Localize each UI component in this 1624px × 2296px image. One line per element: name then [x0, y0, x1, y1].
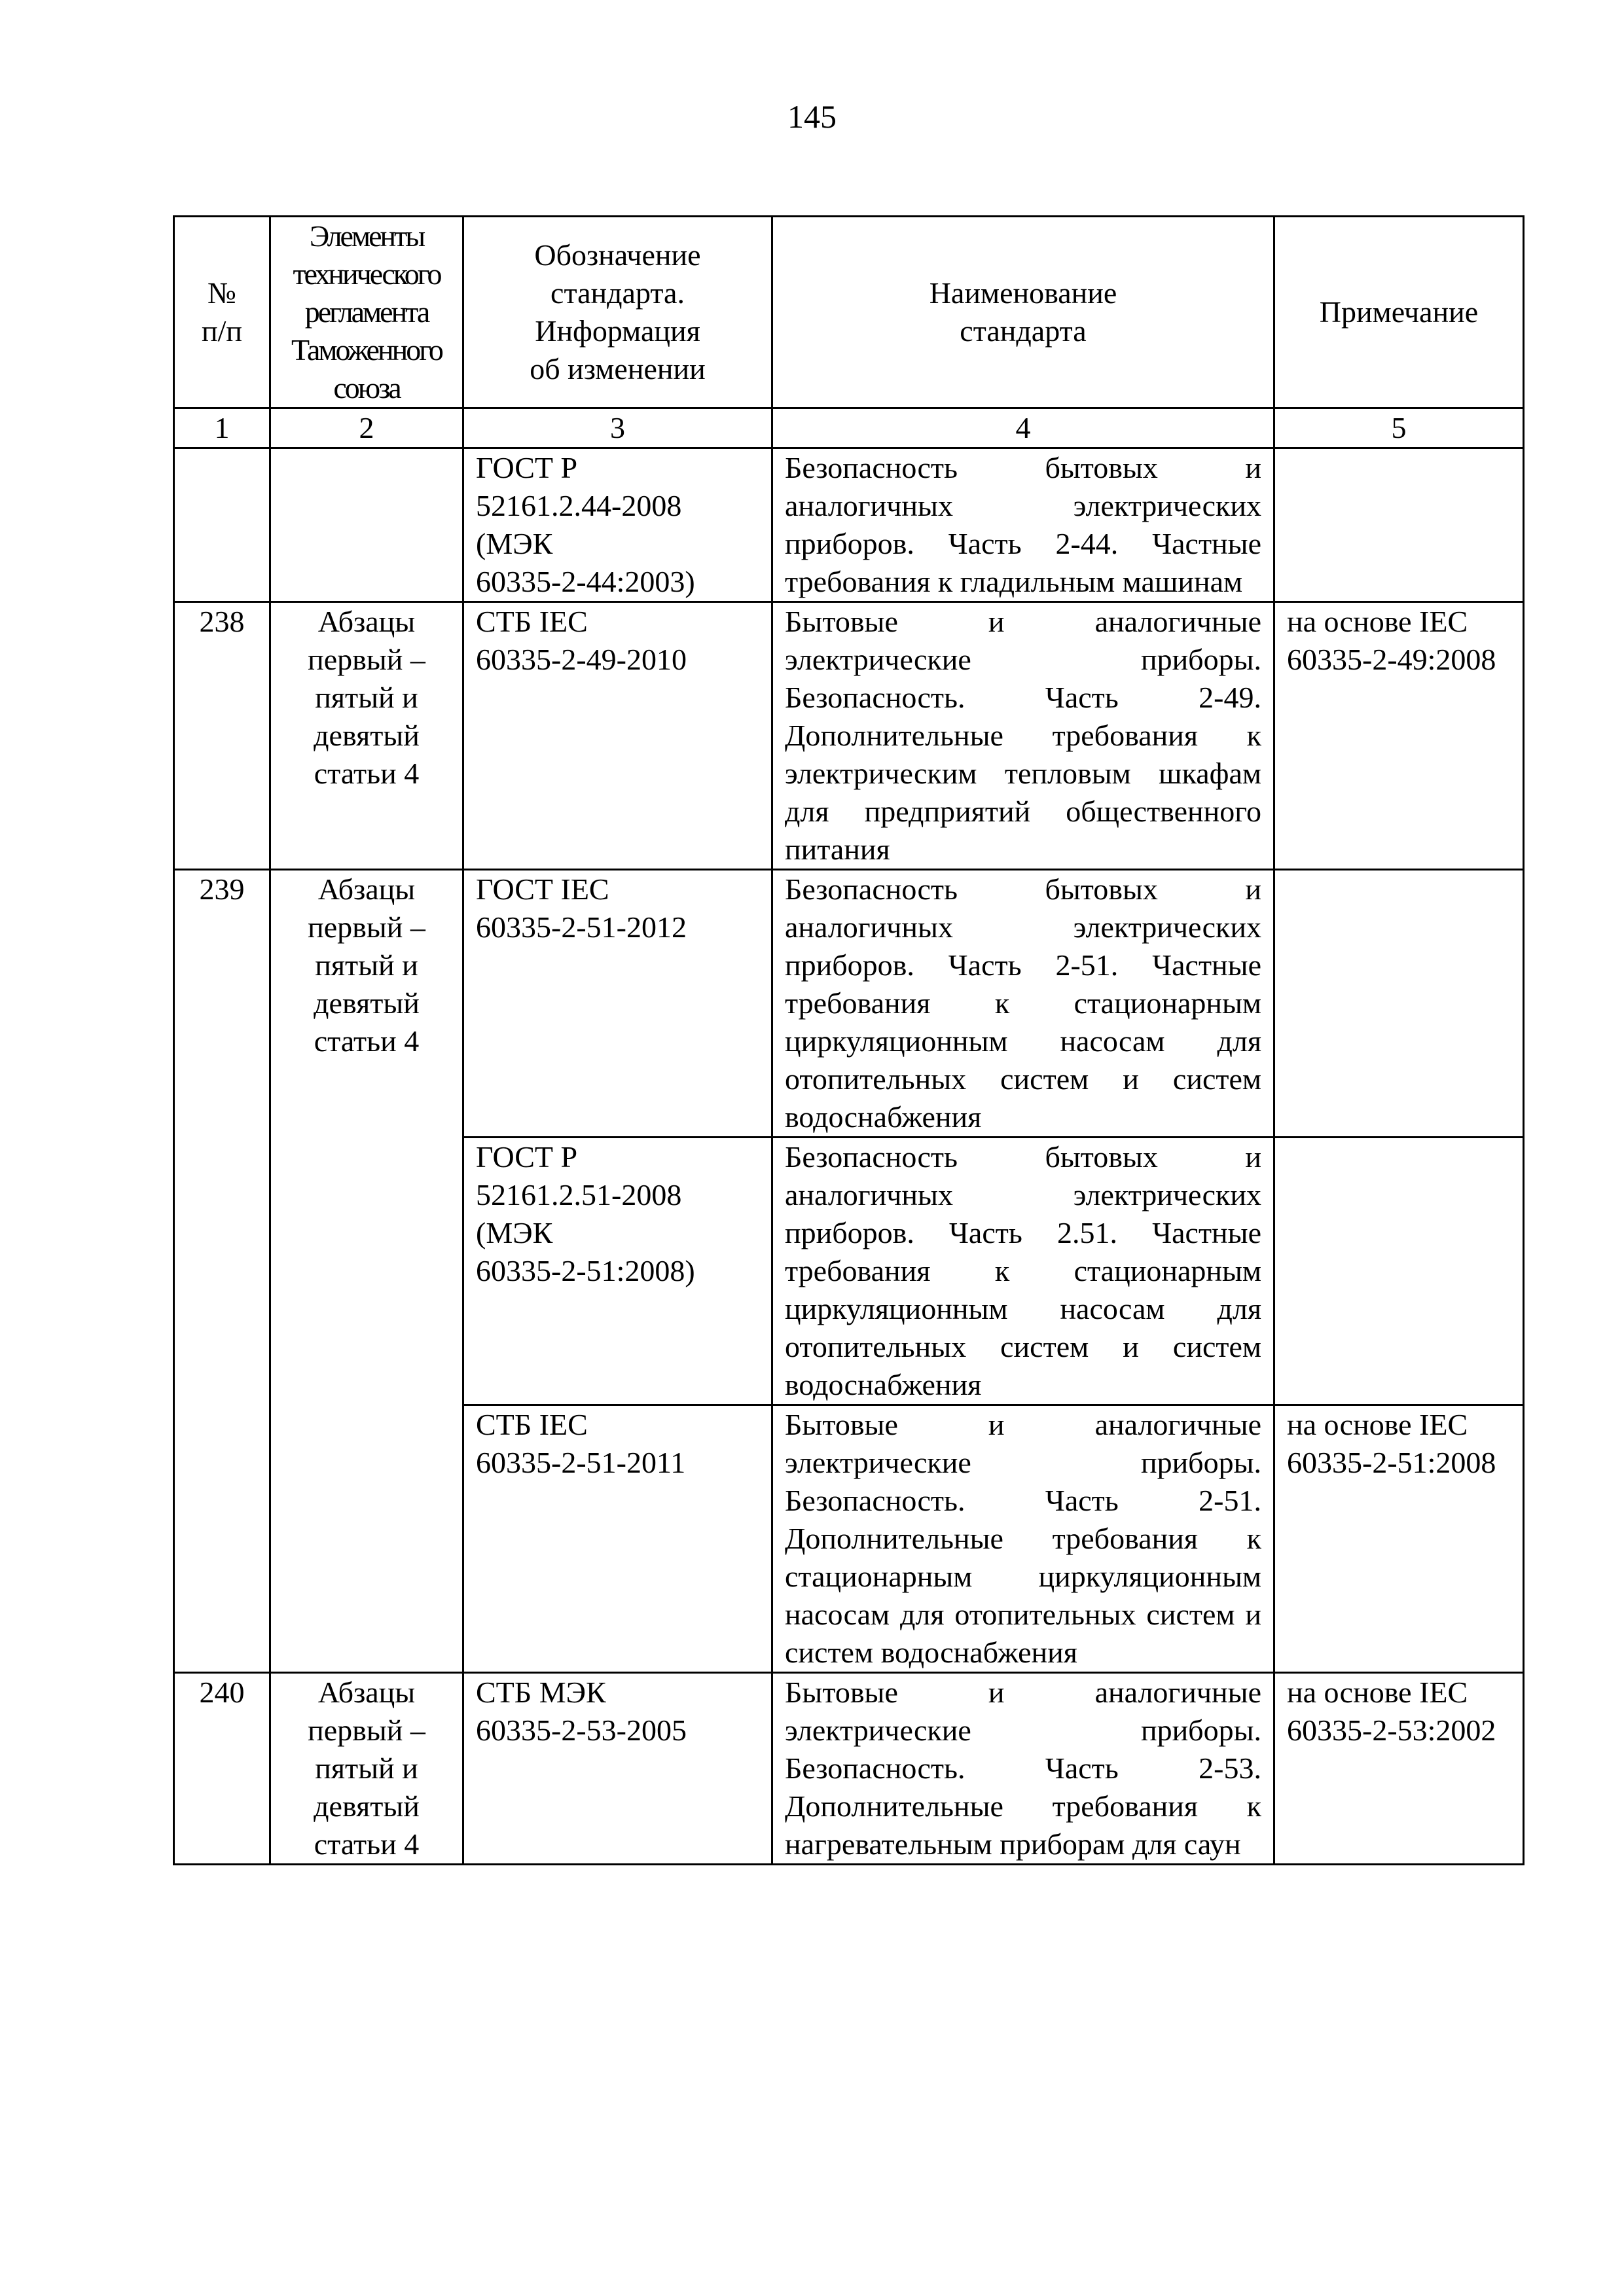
- row-standard-name: Безопасность бытовых и аналогичных электрических приборов. Часть 2-44. Частные требования к гладильным машинам: [772, 448, 1274, 602]
- header-designation: [463, 217, 772, 408]
- row-designation: [463, 1405, 772, 1673]
- row-note: [1274, 870, 1524, 1138]
- designation-line: 60335-2-53-2005: [476, 1713, 687, 1747]
- page-number: 145: [787, 98, 837, 135]
- row-number: 240: [174, 1673, 270, 1865]
- row-note: [1274, 1138, 1524, 1405]
- row-designation: [463, 602, 772, 870]
- designation-line: СТБ МЭК: [476, 1676, 606, 1709]
- header-text: п/п: [201, 314, 242, 348]
- element-line: Абзацы: [317, 872, 416, 906]
- table-row: [174, 1673, 1524, 1865]
- designation-line: 60335-2-44:2003): [476, 565, 695, 598]
- row-note: [1274, 1673, 1524, 1865]
- row-standard-name: Безопасность бытовых и аналогичных электрических приборов. Часть 2-51. Частные требования к стационарным циркуляционным насосам для отопительных систем и систем водоснабжения: [772, 870, 1274, 1138]
- designation-line: 60335-2-51-2012: [476, 910, 687, 944]
- column-number: 3: [463, 408, 772, 448]
- designation-line: ГОСТ Р: [476, 1140, 578, 1174]
- row-element: [270, 870, 463, 1673]
- element-line: первый –: [308, 910, 425, 944]
- row-element: [270, 602, 463, 870]
- row-standard-name: Бытовые и аналогичные электрические приборы. Безопасность. Часть 2-51. Дополнительные требования к стационарным циркуляционным насосам для отопительных систем и систем водоснабжения: [772, 1405, 1274, 1673]
- row-designation: [463, 1138, 772, 1405]
- element-line: девятый: [314, 986, 420, 1020]
- header-text: технического: [293, 257, 441, 291]
- row-number: [174, 448, 270, 602]
- header-text: Таможенного: [291, 333, 442, 367]
- column-number: 4: [772, 408, 1274, 448]
- header-note: [1274, 217, 1524, 408]
- header-name: [772, 217, 1274, 408]
- header-text: союза: [333, 371, 400, 404]
- header-text: Примечание: [1319, 295, 1479, 329]
- row-element: [270, 1673, 463, 1865]
- row-number: 239: [174, 870, 270, 1673]
- designation-line: ГОСТ Р: [476, 451, 578, 484]
- element-line: пятый и: [315, 1751, 418, 1785]
- row-designation: [463, 448, 772, 602]
- designation-line: 60335-2-51:2008): [476, 1254, 695, 1287]
- standards-table: [173, 215, 1525, 1865]
- header-text: Наименование: [929, 276, 1117, 310]
- note-line: 60335-2-49:2008: [1287, 643, 1496, 676]
- row-number: 238: [174, 602, 270, 870]
- element-line: статьи 4: [314, 1827, 420, 1861]
- designation-line: 52161.2.51-2008: [476, 1178, 682, 1211]
- note-line: на основе IEC: [1287, 1408, 1468, 1441]
- header-text: стандарта: [960, 314, 1087, 348]
- designation-line: 52161.2.44-2008: [476, 489, 682, 522]
- header-text: стандарта.: [550, 276, 685, 310]
- row-note: [1274, 1405, 1524, 1673]
- element-line: первый –: [308, 1713, 425, 1747]
- note-line: на основе IEC: [1287, 1676, 1468, 1709]
- note-line: 60335-2-53:2002: [1287, 1713, 1496, 1747]
- column-number: 1: [174, 408, 270, 448]
- header-elements: [270, 217, 463, 408]
- note-line: 60335-2-51:2008: [1287, 1446, 1496, 1479]
- designation-line: ГОСТ IEC: [476, 872, 609, 906]
- element-line: пятый и: [315, 948, 418, 982]
- designation-line: (МЭК: [476, 1216, 553, 1249]
- header-text: регламента: [304, 295, 429, 329]
- designation-line: 60335-2-51-2011: [476, 1446, 686, 1479]
- element-line: пятый и: [315, 681, 418, 714]
- header-text: об изменении: [530, 352, 706, 386]
- table-row: [174, 870, 1524, 1138]
- table-row: [174, 448, 1524, 602]
- element-line: статьи 4: [314, 1024, 420, 1058]
- row-element: [270, 448, 463, 602]
- designation-line: (МЭК: [476, 527, 553, 560]
- element-line: девятый: [314, 719, 420, 752]
- designation-line: СТБ IEC: [476, 605, 588, 638]
- column-number: 2: [270, 408, 463, 448]
- designation-line: 60335-2-49-2010: [476, 643, 687, 676]
- header-text: Обозначение: [534, 238, 701, 272]
- table-header-row: [174, 217, 1524, 408]
- row-designation: [463, 870, 772, 1138]
- element-line: Абзацы: [317, 605, 416, 638]
- header-text: №: [208, 276, 236, 310]
- column-number: 5: [1274, 408, 1524, 448]
- element-line: девятый: [314, 1789, 420, 1823]
- row-designation: [463, 1673, 772, 1865]
- row-note: [1274, 602, 1524, 870]
- column-number-row: [174, 408, 1524, 448]
- row-note: [1274, 448, 1524, 602]
- header-num: [174, 217, 270, 408]
- designation-line: СТБ IEC: [476, 1408, 588, 1441]
- note-line: на основе IEC: [1287, 605, 1468, 638]
- header-text: Элементы: [309, 219, 424, 253]
- table-row: [174, 602, 1524, 870]
- element-line: первый –: [308, 643, 425, 676]
- row-standard-name: Безопасность бытовых и аналогичных электрических приборов. Часть 2.51. Частные требования к стационарным циркуляционным насосам для отопительных систем и систем водоснабжения: [772, 1138, 1274, 1405]
- row-standard-name: Бытовые и аналогичные электрические приборы. Безопасность. Часть 2-53. Дополнительные требования к нагревательным приборам для саун: [772, 1673, 1274, 1865]
- element-line: Абзацы: [317, 1676, 416, 1709]
- element-line: статьи 4: [314, 757, 420, 790]
- header-text: Информация: [535, 314, 700, 348]
- row-standard-name: Бытовые и аналогичные электрические приборы. Безопасность. Часть 2-49. Дополнительные требования к электрическим тепловым шкафам для предприятий общественного питания: [772, 602, 1274, 870]
